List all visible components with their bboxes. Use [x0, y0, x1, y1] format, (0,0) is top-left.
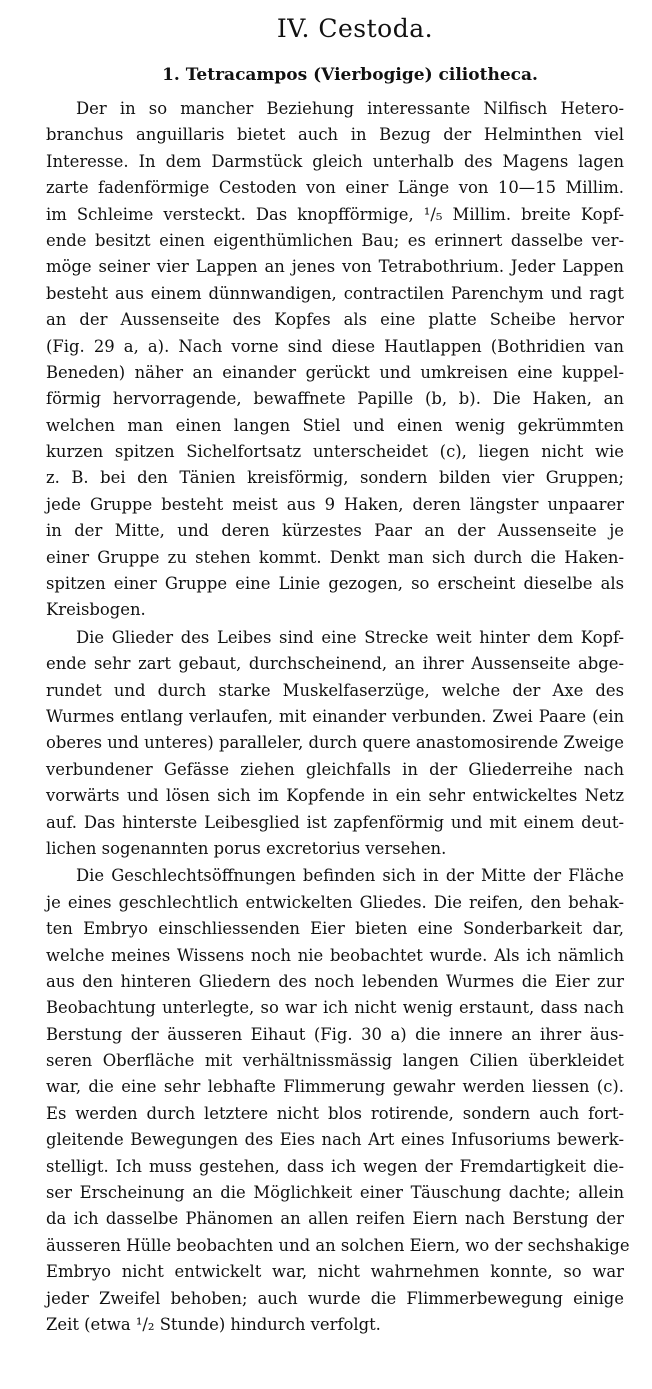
text-line: Beobachtung unterlegte, so war ich nicht wenig erstaunt, dass nach: [46, 998, 624, 1018]
text-line: Kreisbogen.: [46, 600, 146, 620]
text-line: seren Oberfläche mit verhältnissmässig langen Cilien überkleidet: [46, 1051, 624, 1071]
paragraph: [46, 625, 624, 863]
text-line: spitzen einer Gruppe eine Linie gezogen, so erscheint dieselbe als: [46, 574, 624, 594]
text-line: welche meines Wissens noch nie beobachtet wurde. Als ich nämlich: [46, 945, 624, 965]
text-line: oberes und unteres) paralleler, durch quere anastomosirende Zweige: [46, 733, 624, 753]
text-line: Es werden durch letztere nicht blos rotirende, sondern auch fort-: [46, 1103, 624, 1123]
text-line: Wurmes entlang verlaufen, mit einander verbunden. Zwei Paare (ein: [46, 706, 624, 726]
text-line: jede Gruppe besteht meist aus 9 Haken, deren längster unpaarer: [46, 494, 624, 514]
text-line: rundet und durch starke Muskelfaserzüge, welche der Axe des: [46, 680, 624, 700]
document-page: [46, 14, 630, 1339]
text-line: stelligt. Ich muss gestehen, dass ich wegen der Fremdartigkeit die-: [46, 1156, 624, 1176]
text-line: (Fig. 29 a, a). Nach vorne sind diese Hautlappen (Bothridien van: [46, 336, 624, 356]
text-line: einer Gruppe zu stehen kommt. Denkt man sich durch die Haken-: [46, 547, 624, 567]
text-line: gleitende Bewegungen des Eies nach Art eines Infusoriums bewerk-: [46, 1130, 624, 1150]
text-line: Embryo nicht entwickelt war, nicht wahrnehmen konnte, so war: [46, 1262, 624, 1282]
text-line: welchen man einen langen Stiel und einen wenig gekrümmten: [46, 415, 624, 435]
text-line: vorwärts und lösen sich im Kopfende in ein sehr entwickeltes Netz: [46, 786, 624, 806]
text-line: in der Mitte, und deren kürzestes Paar an der Aussenseite je: [46, 521, 624, 541]
text-line: Berstung der äusseren Eihaut (Fig. 30 a) die innere an ihrer äus-: [46, 1024, 624, 1044]
text-line: jeder Zweifel behoben; auch wurde die Flimmerbewegung einige: [46, 1288, 624, 1308]
text-line: lichen sogenannten porus excretorius versehen.: [46, 838, 447, 858]
text-line: ende besitzt einen eigenthümlichen Bau; es erinnert dasselbe ver-: [46, 230, 624, 250]
paragraph: [46, 96, 624, 624]
text-line: im Schleime versteckt. Das knopfförmige, ¹/₅ Millim. breite Kopf-: [46, 204, 624, 224]
text-line: verbundener Gefässe ziehen gleichfalls in der Gliederreihe nach: [46, 759, 624, 779]
text-line: äusseren Hülle beobachten und an solchen Eiern, wo der sechshakige: [46, 1235, 630, 1255]
section-title: 1. Tetracampos (Vierbogige) ciliotheca.: [162, 65, 538, 85]
text-line: ten Embryo einschliessenden Eier bieten eine Sonderbarkeit dar,: [46, 919, 624, 939]
chapter-title: IV. Cestoda.: [276, 14, 434, 43]
text-line: möge seiner vier Lappen an jenes von Tetrabothrium. Jeder Lappen: [46, 257, 624, 277]
text-line: aus den hinteren Gliedern des noch lebenden Wurmes die Eier zur: [46, 971, 624, 991]
text-line: Die Geschlechtsöffnungen befinden sich in der Mitte der Fläche: [76, 866, 624, 886]
body-text: [46, 96, 630, 1339]
text-line: kurzen spitzen Sichelfortsatz unterscheidet (c), liegen nicht wie: [46, 442, 624, 462]
text-line: war, die eine sehr lebhafte Flimmerung gewahr werden liessen (c).: [46, 1077, 624, 1097]
text-line: ser Erscheinung an die Möglichkeit einer Täuschung dachte; allein: [46, 1183, 624, 1203]
text-line: Beneden) näher an einander gerückt und umkreisen eine kuppel-: [46, 362, 624, 382]
text-line: ende sehr zart gebaut, durchscheinend, an ihrer Aussenseite abge-: [46, 654, 624, 674]
text-line: zarte fadenförmige Cestoden von einer Länge von 10—15 Millim.: [46, 178, 624, 198]
text-line: an der Aussenseite des Kopfes als eine platte Scheibe hervor: [46, 310, 624, 330]
text-line: besteht aus einem dünnwandigen, contractilen Parenchym und ragt: [46, 283, 624, 303]
text-line: branchus anguillaris bietet auch in Bezug der Helminthen viel: [46, 125, 624, 145]
text-line: Zeit (etwa ¹/₂ Stunde) hindurch verfolgt.: [46, 1314, 381, 1334]
text-line: Der in so mancher Beziehung interessante Nilfisch Hetero-: [76, 99, 624, 118]
text-line: auf. Das hinterste Leibesglied ist zapfenförmig und mit einem deut-: [46, 812, 624, 832]
text-line: Die Glieder des Leibes sind eine Strecke weit hinter dem Kopf-: [76, 627, 624, 647]
text-line: z. B. bei den Tänien kreisförmig, sondern bilden vier Gruppen;: [46, 468, 624, 488]
text-line: Interesse. In dem Darmstück gleich unterhalb des Magens lagen: [46, 151, 624, 171]
text-line: da ich dasselbe Phänomen an allen reifen Eiern nach Berstung der: [46, 1209, 624, 1229]
paragraph: [46, 863, 630, 1338]
text-line: förmig hervorragende, bewaffnete Papille (b, b). Die Haken, an: [46, 389, 624, 409]
text-line: je eines geschlechtlich entwickelten Gliedes. Die reifen, den behak-: [46, 892, 624, 912]
